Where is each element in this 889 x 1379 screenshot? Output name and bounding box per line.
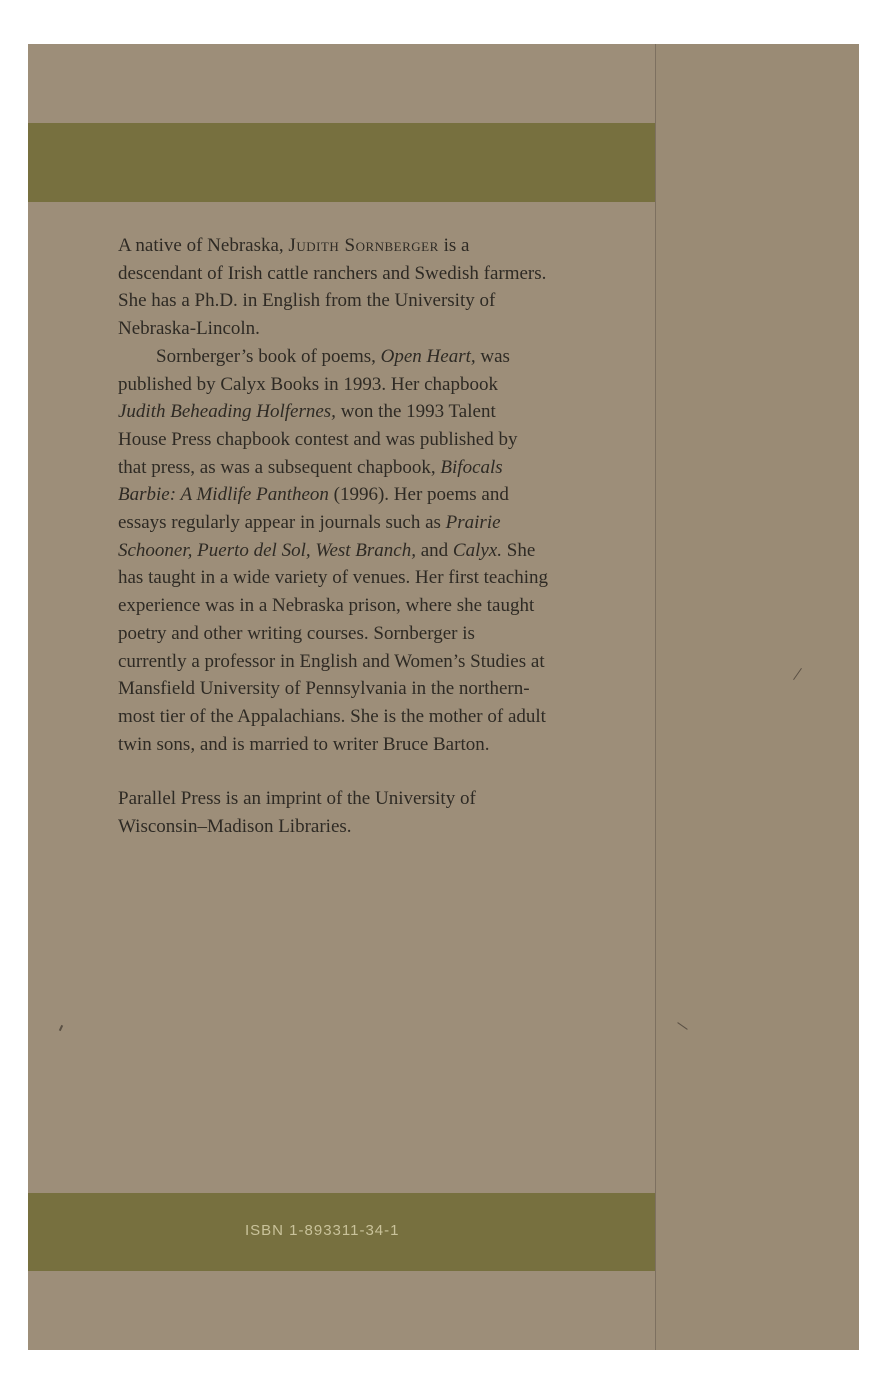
journal-calyx: Calyx.: [452, 539, 502, 561]
bio-p2-f: She has taught in a wide variety of venues. Her first teaching experience was in a Nebraska prison, where she taught poetry and other writing courses. Sornberger is currently a professor in English and Women’s Studies at Mansfield University of Pennsylvania in the northern-most tier of the Appalachians. She is the mother of adult twin sons, and is married to writer Bruce Barton.: [118, 539, 548, 755]
author-bio: [118, 232, 548, 841]
bio-p1-after: is a descendant of Irish cattle ranchers and Swedish farmers. She has a Ph.D. in English from the University of Nebraska-Lincoln.: [118, 235, 547, 340]
author-name: Judith Sornberger: [288, 235, 439, 256]
bio-paragraph-2: [118, 343, 548, 759]
top-band: [28, 123, 655, 202]
bio-paragraph-1: [118, 232, 548, 343]
bio-p2-d: (1996). Her poems and essays regularly appear in journals such as: [118, 484, 509, 534]
title-open-heart: Open Heart,: [380, 345, 476, 367]
bio-p2-b: was published by Calyx Books in 1993. Her chapbook: [118, 345, 510, 395]
bio-p2-a: Sornberger’s book of poems,: [156, 345, 381, 367]
title-bifocals-barbie: Bifocals Barbie: A Midlife Pantheon: [118, 456, 503, 506]
bio-p2-e: and: [415, 539, 453, 561]
title-judith-beheading: Judith Beheading Holfernes,: [118, 401, 336, 423]
imprint-note: Parallel Press is an imprint of the University of Wisconsin–Madison Libraries.: [118, 788, 476, 838]
journal-list: Prairie Schooner, Puerto del Sol, West Branch,: [118, 512, 501, 561]
isbn-label: ISBN 1-893311-34-1: [245, 1222, 400, 1239]
bio-p1-before: A native of Nebraska,: [118, 235, 289, 256]
bio-p2-c: won the 1993 Talent House Press chapbook contest and was published by that press, as was a subsequent chapbook,: [118, 401, 518, 478]
paragraph-gap: [118, 758, 548, 785]
cover-flap: [655, 44, 859, 1350]
